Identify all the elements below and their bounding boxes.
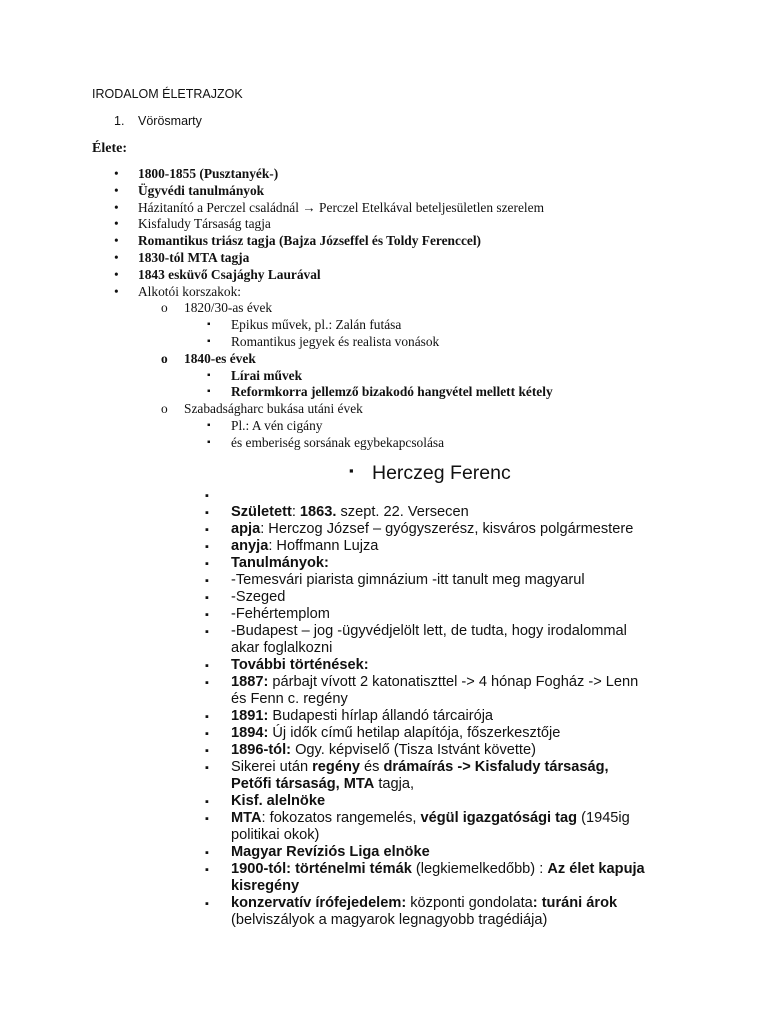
square-bullet-icon: ▪ xyxy=(205,677,209,689)
document-title: IRODALOM ÉLETRAJZOK xyxy=(92,87,243,101)
bullet-icon: • xyxy=(114,166,119,181)
square-bullet-icon: ▪ xyxy=(205,847,209,859)
text-run: Budapesti hírlap állandó tárcairója xyxy=(268,708,494,724)
list-item-text xyxy=(231,776,414,793)
list-item-text xyxy=(231,725,560,742)
list-item-text: 1840-es évek xyxy=(184,350,256,366)
bold-text: apja xyxy=(231,521,261,537)
bold-text: MTA xyxy=(231,810,262,826)
list-item-text: Romantikus jegyek és realista vonások xyxy=(231,334,440,349)
circle-bullet-icon: o xyxy=(161,300,168,316)
text-run: -Budapest – jog -ügyvédjelölt lett, de tudta, hogy irodalommal xyxy=(231,623,627,639)
bold-text: kisregény xyxy=(231,878,300,894)
list-item-text xyxy=(231,844,430,861)
square-bullet-icon: ▪ xyxy=(207,436,211,448)
text-run: : Herczog József – gyógyszerész, kisváros polgármestere xyxy=(260,521,634,537)
bold-text: 1896-tól: xyxy=(231,742,292,758)
text-run: -Fehértemplom xyxy=(231,606,330,622)
bold-text: Az élet kapuja xyxy=(547,861,645,877)
text-run: Sikerei után xyxy=(231,759,313,775)
text-run: -Temesvári piarista gimnázium -itt tanult meg magyarul xyxy=(231,572,585,588)
author-name-vorosmarty: Vörösmarty xyxy=(138,114,202,128)
text-run: párbajt vívott 2 katonatiszttel -> 4 hónap Fogház -> Lenn xyxy=(268,674,639,690)
list-item-text: 1820/30-as évek xyxy=(184,300,273,316)
square-bullet-icon: ▪ xyxy=(207,319,211,331)
list-item-text xyxy=(231,589,285,606)
text-run: központi gondolata xyxy=(406,895,533,911)
list-item-text: Reformkorra jellemző bizakodó hangvétel mellett kétely xyxy=(231,384,553,400)
bold-text: További történések: xyxy=(231,657,369,673)
square-bullet-icon: ▪ xyxy=(205,490,209,502)
list-item-text xyxy=(231,878,299,895)
bullet-icon: • xyxy=(114,266,119,282)
list-item-text: 1843 esküvő Csajághy Laurával xyxy=(138,266,321,282)
list-item-text xyxy=(231,555,329,572)
list-item-text: Ügyvédi tanulmányok xyxy=(138,182,265,198)
list-item-text: Szabadságharc bukása utáni évek xyxy=(184,401,363,417)
bold-text: Tanulmányok: xyxy=(231,555,329,571)
text-run: : Hoffmann Lujza xyxy=(268,538,379,554)
square-bullet-icon: ▪ xyxy=(205,575,209,587)
list-item-text xyxy=(231,759,609,776)
square-bullet-icon: ▪ xyxy=(205,626,209,638)
list-item-text xyxy=(231,572,585,589)
square-bullet-icon: ▪ xyxy=(205,864,209,876)
author-heading-herczeg: Herczeg Ferenc xyxy=(372,462,511,484)
square-bullet-icon: ▪ xyxy=(205,609,209,621)
square-bullet-icon: ▪ xyxy=(207,336,211,347)
text-run: szept. 22. Versecen xyxy=(336,504,469,520)
bold-text: 1887: xyxy=(231,674,269,690)
text-run: és Fenn c. regény xyxy=(231,691,348,707)
text-run: -Szeged xyxy=(231,589,286,605)
square-bullet-icon: ▪ xyxy=(207,369,211,381)
text-run: és xyxy=(359,759,384,775)
bold-text: végül igazgatósági tag xyxy=(420,810,578,826)
list-item-text xyxy=(231,623,627,640)
square-bullet-icon: ▪ xyxy=(205,711,209,723)
list-number: 1. xyxy=(114,114,125,128)
text-run: (1945ig xyxy=(577,810,630,826)
bold-text: regény xyxy=(312,759,360,775)
square-bullet-icon: ▪ xyxy=(205,507,209,519)
square-bullet-icon: ▪ xyxy=(207,386,211,398)
list-item-text: Romantikus triász tagja (Bajza Józseffel és Toldy Ferenccel) xyxy=(138,233,482,249)
list-item-text: 1800-1855 (Pusztanyék-) xyxy=(138,166,279,181)
text-run: Új idők című hetilap alapítója, főszerkesztője xyxy=(268,725,561,741)
square-bullet-icon: ▪ xyxy=(205,524,209,536)
square-bullet-icon: ▪ xyxy=(349,463,354,478)
bold-text: Petőfi társaság, MTA xyxy=(231,776,375,792)
text-run: politikai okok) xyxy=(231,827,320,843)
square-bullet-icon: ▪ xyxy=(205,541,209,553)
list-item-text: Lírai művek xyxy=(231,367,303,383)
section-heading-elete: Élete: xyxy=(92,141,127,156)
text-run: Ogy. képviselő (Tisza Istvánt követte) xyxy=(291,742,536,758)
square-bullet-icon: ▪ xyxy=(205,796,209,808)
bold-text: 1900-tól: történelmi témák xyxy=(231,861,412,877)
text-run: : xyxy=(291,504,300,520)
circle-bullet-icon: o xyxy=(161,350,168,366)
bold-text: 1863. xyxy=(299,504,337,520)
list-item-text xyxy=(231,895,617,912)
list-item-text xyxy=(231,810,630,827)
square-bullet-icon: ▪ xyxy=(205,558,209,570)
bold-text: Született xyxy=(231,504,292,520)
list-item-text xyxy=(231,793,325,810)
bullet-icon: • xyxy=(114,216,119,232)
list-item-text xyxy=(231,674,638,691)
list-item-text: Kisfaludy Társaság tagja xyxy=(138,216,271,232)
list-item-text: és emberiség sorsának egybekapcsolása xyxy=(231,434,445,450)
bullet-icon: • xyxy=(114,283,119,299)
bold-text: konzervatív írófejedelem: xyxy=(231,895,407,911)
bullet-icon: • xyxy=(114,233,119,249)
list-item-text xyxy=(231,708,493,725)
bold-text: Kisf. alelnöke xyxy=(231,793,326,809)
list-item-text: Alkotói korszakok: xyxy=(138,283,242,299)
list-item-text xyxy=(231,742,536,759)
square-bullet-icon: ▪ xyxy=(205,898,209,910)
square-bullet-icon: ▪ xyxy=(205,813,209,825)
bold-text: 1894: xyxy=(231,725,269,741)
text-run: akar foglalkozni xyxy=(231,640,333,656)
text-run: tagja, xyxy=(374,776,415,792)
list-item-text: Pl.: A vén cigány xyxy=(231,418,323,433)
list-item-text xyxy=(231,691,348,708)
list-item-text: 1830-tól MTA tagja xyxy=(138,250,250,265)
list-item-text xyxy=(231,538,378,555)
bold-text: 1891: xyxy=(231,708,269,724)
bold-text: anyja xyxy=(231,538,269,554)
text-run: (legkiemelkedőbb) : xyxy=(411,861,548,877)
square-bullet-icon: ▪ xyxy=(205,592,209,604)
list-item-text: Házitanító a Perczel családnál → Perczel Etelkával beteljesületlen szerelem xyxy=(138,199,544,215)
list-item-text: Epikus művek, pl.: Zalán futása xyxy=(231,317,402,333)
list-item-text xyxy=(231,504,469,521)
square-bullet-icon: ▪ xyxy=(205,660,209,672)
text-run: (belviszályok a magyarok legnagyobb tragédiája) xyxy=(231,912,548,928)
bold-text: drámaírás -> Kisfaludy társaság, xyxy=(383,759,609,775)
list-item-text xyxy=(231,606,330,623)
square-bullet-icon: ▪ xyxy=(205,745,209,757)
bold-text: : turáni árok xyxy=(532,895,618,911)
list-item-text xyxy=(231,657,369,674)
square-bullet-icon: ▪ xyxy=(205,762,209,774)
list-item-text xyxy=(231,521,633,538)
square-bullet-icon: ▪ xyxy=(207,420,211,431)
square-bullet-icon: ▪ xyxy=(205,728,209,740)
bullet-icon: • xyxy=(114,199,119,215)
list-item-text xyxy=(231,861,645,878)
list-item-text xyxy=(231,912,547,929)
list-item-text xyxy=(231,640,332,657)
bullet-icon: • xyxy=(114,182,119,198)
bold-text: Magyar Revíziós Liga elnöke xyxy=(231,844,430,860)
list-item-text xyxy=(231,827,319,844)
bullet-icon: • xyxy=(114,250,119,265)
circle-bullet-icon: o xyxy=(161,401,168,417)
text-run: : fokozatos rangemelés, xyxy=(261,810,421,826)
